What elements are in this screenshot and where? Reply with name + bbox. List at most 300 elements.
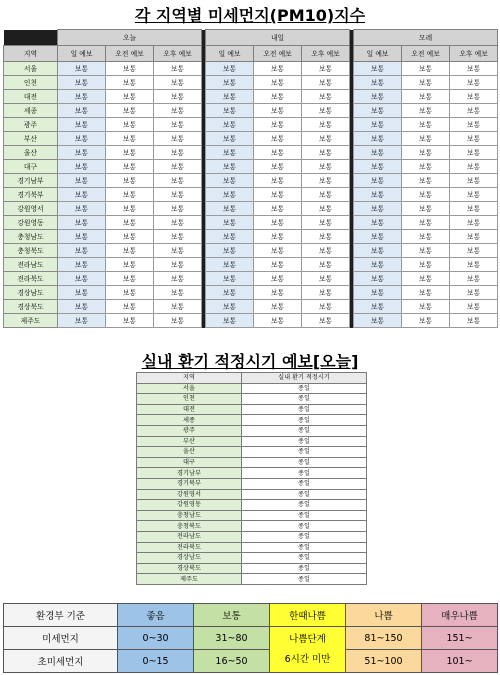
forecast-value: 보통 [402, 244, 450, 258]
forecast-value: 보통 [354, 188, 402, 202]
forecast-value: 보통 [206, 244, 254, 258]
forecast-value: 보통 [106, 258, 154, 272]
forecast-value: 보통 [154, 160, 202, 174]
vent-row [137, 531, 367, 542]
region-row [4, 188, 498, 202]
forecast-value: 보통 [254, 174, 302, 188]
forecast-value: 보통 [354, 132, 402, 146]
occasional-bad-desc [270, 627, 346, 673]
subcol-header: 오후 예보 [154, 46, 202, 62]
forecast-value: 보통 [154, 118, 202, 132]
region-name: 부산 [4, 132, 58, 146]
forecast-value: 보통 [402, 258, 450, 272]
subcol-header: 오전 예보 [254, 46, 302, 62]
forecast-value: 보통 [450, 202, 498, 216]
forecast-value: 보통 [302, 286, 350, 300]
forecast-value: 보통 [302, 104, 350, 118]
vent-region: 경상북도 [137, 563, 242, 574]
forecast-value: 보통 [58, 272, 106, 286]
vent-row [137, 447, 367, 458]
forecast-value: 보통 [106, 244, 154, 258]
forecast-value: 보통 [402, 188, 450, 202]
vent-row [137, 436, 367, 447]
forecast-value: 보통 [154, 174, 202, 188]
ventilation-table [136, 372, 367, 585]
subcol-header: 오후 예보 [302, 46, 350, 62]
subcol-header: 오전 예보 [106, 46, 154, 62]
legend-header-row [4, 604, 498, 627]
vent-time: 종일 [242, 510, 367, 521]
forecast-value: 보통 [450, 216, 498, 230]
region-name: 충청북도 [4, 244, 58, 258]
forecast-value: 보통 [106, 104, 154, 118]
vent-row [137, 383, 367, 394]
vent-region: 경상남도 [137, 553, 242, 564]
region-row [4, 132, 498, 146]
vent-time: 종일 [242, 447, 367, 458]
forecast-value: 보통 [154, 230, 202, 244]
forecast-value: 보통 [302, 62, 350, 76]
vent-region: 대구 [137, 457, 242, 468]
forecast-value: 보통 [206, 174, 254, 188]
forecast-value: 보통 [302, 258, 350, 272]
forecast-value: 보통 [106, 202, 154, 216]
forecast-value: 보통 [154, 132, 202, 146]
forecast-value: 보통 [254, 314, 302, 328]
region-row [4, 230, 498, 244]
forecast-value: 보통 [106, 188, 154, 202]
region-row [4, 216, 498, 230]
forecast-value: 보통 [450, 62, 498, 76]
vent-time: 종일 [242, 436, 367, 447]
forecast-value: 보통 [254, 272, 302, 286]
forecast-value: 보통 [254, 62, 302, 76]
pm25-normal: 16~50 [194, 650, 270, 673]
vent-time: 종일 [242, 500, 367, 511]
region-row [4, 76, 498, 90]
region-row [4, 104, 498, 118]
vent-region: 강원영서 [137, 489, 242, 500]
forecast-value: 보통 [254, 146, 302, 160]
pm10-good: 0~30 [118, 627, 194, 650]
forecast-value: 보통 [354, 90, 402, 104]
forecast-value: 보통 [302, 188, 350, 202]
vent-region: 인천 [137, 394, 242, 405]
forecast-value: 보통 [106, 230, 154, 244]
forecast-value: 보통 [354, 244, 402, 258]
forecast-value: 보통 [302, 300, 350, 314]
forecast-value: 보통 [154, 258, 202, 272]
subcol-header: 오후 예보 [450, 46, 498, 62]
forecast-value: 보통 [58, 258, 106, 272]
forecast-value: 보통 [450, 244, 498, 258]
forecast-value: 보통 [450, 104, 498, 118]
region-name: 서울 [4, 62, 58, 76]
region-name: 경기북부 [4, 188, 58, 202]
forecast-value: 보통 [58, 286, 106, 300]
occasional-line1: 나쁨단계 [289, 633, 326, 645]
forecast-value: 보통 [206, 132, 254, 146]
vent-time: 종일 [242, 425, 367, 436]
forecast-value: 보통 [402, 300, 450, 314]
forecast-value: 보통 [206, 76, 254, 90]
vent-region: 충청남도 [137, 510, 242, 521]
vent-time: 종일 [242, 468, 367, 479]
day-header-today: 오늘 [58, 30, 202, 46]
forecast-value: 보통 [206, 118, 254, 132]
vent-time: 종일 [242, 394, 367, 405]
forecast-value: 보통 [106, 286, 154, 300]
vent-row [137, 542, 367, 553]
forecast-value: 보통 [106, 62, 154, 76]
occasional-line2: 6시간 미만 [284, 653, 331, 665]
forecast-value: 보통 [402, 132, 450, 146]
forecast-value: 보통 [206, 188, 254, 202]
region-name: 경상북도 [4, 300, 58, 314]
vent-time: 종일 [242, 489, 367, 500]
forecast-value: 보통 [450, 314, 498, 328]
region-name: 전라남도 [4, 258, 58, 272]
forecast-value: 보통 [450, 230, 498, 244]
forecast-value: 보통 [58, 76, 106, 90]
forecast-value: 보통 [106, 174, 154, 188]
forecast-value: 보통 [206, 160, 254, 174]
subcol-header-row [4, 46, 498, 62]
forecast-value: 보통 [354, 104, 402, 118]
vent-time: 종일 [242, 542, 367, 553]
forecast-value: 보통 [450, 160, 498, 174]
corner-cell [4, 30, 58, 46]
forecast-value: 보통 [354, 272, 402, 286]
forecast-value: 보통 [450, 118, 498, 132]
forecast-value: 보통 [302, 230, 350, 244]
forecast-value: 보통 [354, 174, 402, 188]
forecast-value: 보통 [302, 118, 350, 132]
vent-time: 종일 [242, 531, 367, 542]
region-name: 강원영동 [4, 216, 58, 230]
forecast-value: 보통 [154, 104, 202, 118]
vent-time: 종일 [242, 521, 367, 532]
pm10-label: 미세먼지 [4, 627, 118, 650]
forecast-value: 보통 [154, 146, 202, 160]
vent-row [137, 574, 367, 585]
forecast-value: 보통 [58, 146, 106, 160]
vent-region: 서울 [137, 383, 242, 394]
level-bad: 나쁨 [346, 604, 422, 627]
forecast-value: 보통 [402, 202, 450, 216]
vent-row [137, 521, 367, 532]
forecast-value: 보통 [58, 104, 106, 118]
forecast-value: 보통 [254, 90, 302, 104]
main-title: 각 지역별 미세먼지(PM10)지수 [134, 6, 366, 25]
vent-region: 울산 [137, 447, 242, 458]
forecast-value: 보통 [354, 230, 402, 244]
region-name: 울산 [4, 146, 58, 160]
forecast-value: 보통 [354, 146, 402, 160]
forecast-value: 보통 [154, 188, 202, 202]
forecast-value: 보통 [450, 258, 498, 272]
forecast-value: 보통 [402, 76, 450, 90]
forecast-value: 보통 [154, 76, 202, 90]
forecast-value: 보통 [58, 230, 106, 244]
vent-row [137, 478, 367, 489]
forecast-value: 보통 [354, 216, 402, 230]
forecast-value: 보통 [450, 272, 498, 286]
vent-header-row [137, 373, 367, 384]
vent-region: 전라남도 [137, 531, 242, 542]
vent-row [137, 563, 367, 574]
forecast-value: 보통 [154, 62, 202, 76]
forecast-value: 보통 [154, 286, 202, 300]
forecast-value: 보통 [254, 286, 302, 300]
forecast-value: 보통 [402, 216, 450, 230]
forecast-value: 보통 [254, 258, 302, 272]
day-header-tomorrow: 내일 [206, 30, 350, 46]
forecast-value: 보통 [154, 90, 202, 104]
forecast-value: 보통 [206, 90, 254, 104]
forecast-value: 보통 [254, 188, 302, 202]
vent-row [137, 489, 367, 500]
vent-region: 강원영동 [137, 500, 242, 511]
vent-region-header: 지역 [137, 373, 242, 384]
region-name: 인천 [4, 76, 58, 90]
region-name: 전라북도 [4, 272, 58, 286]
forecast-value: 보통 [206, 104, 254, 118]
forecast-value: 보통 [302, 132, 350, 146]
forecast-value: 보통 [206, 146, 254, 160]
region-row [4, 244, 498, 258]
forecast-value: 보통 [58, 90, 106, 104]
forecast-value: 보통 [402, 314, 450, 328]
criteria-legend [3, 603, 498, 673]
level-very-bad: 매우나쁨 [422, 604, 498, 627]
forecast-value: 보통 [302, 90, 350, 104]
vent-title: 실내 환기 적정시기 예보[오늘] [141, 352, 359, 371]
day-header-day-after: 모레 [354, 30, 498, 46]
vent-region: 제주도 [137, 574, 242, 585]
forecast-value: 보통 [254, 300, 302, 314]
forecast-value: 보통 [106, 76, 154, 90]
forecast-value: 보통 [106, 216, 154, 230]
region-name: 광주 [4, 118, 58, 132]
day-header-row [4, 30, 498, 46]
region-row [4, 174, 498, 188]
forecast-value: 보통 [58, 202, 106, 216]
forecast-value: 보통 [58, 314, 106, 328]
forecast-value: 보통 [58, 244, 106, 258]
forecast-value: 보통 [450, 76, 498, 90]
forecast-value: 보통 [106, 118, 154, 132]
pm10-very-bad: 151~ [422, 627, 498, 650]
criterion-label: 환경부 기준 [4, 604, 118, 627]
forecast-value: 보통 [302, 160, 350, 174]
vent-time: 종일 [242, 404, 367, 415]
forecast-value: 보통 [254, 132, 302, 146]
forecast-value: 보통 [450, 90, 498, 104]
forecast-value: 보통 [206, 272, 254, 286]
forecast-value: 보통 [58, 62, 106, 76]
forecast-value: 보통 [402, 62, 450, 76]
forecast-value: 보통 [302, 146, 350, 160]
vent-time: 종일 [242, 574, 367, 585]
region-name: 세종 [4, 104, 58, 118]
region-name: 경기남부 [4, 174, 58, 188]
forecast-value: 보통 [106, 160, 154, 174]
vent-row [137, 394, 367, 405]
forecast-value: 보통 [106, 314, 154, 328]
forecast-value: 보통 [402, 118, 450, 132]
subcol-header: 일 예보 [58, 46, 106, 62]
region-name: 강원영서 [4, 202, 58, 216]
region-row [4, 202, 498, 216]
forecast-value: 보통 [450, 300, 498, 314]
region-row [4, 160, 498, 174]
pm10-bad: 81~150 [346, 627, 422, 650]
region-row [4, 272, 498, 286]
forecast-value: 보통 [354, 202, 402, 216]
forecast-value: 보통 [106, 132, 154, 146]
forecast-value: 보통 [254, 244, 302, 258]
forecast-value: 보통 [402, 146, 450, 160]
vent-time: 종일 [242, 478, 367, 489]
forecast-value: 보통 [106, 272, 154, 286]
vent-time: 종일 [242, 563, 367, 574]
pm25-label: 초미세먼지 [4, 650, 118, 673]
forecast-value: 보통 [254, 118, 302, 132]
forecast-value: 보통 [450, 146, 498, 160]
forecast-value: 보통 [154, 244, 202, 258]
forecast-value: 보통 [450, 286, 498, 300]
forecast-value: 보통 [58, 174, 106, 188]
forecast-value: 보통 [354, 76, 402, 90]
forecast-value: 보통 [206, 62, 254, 76]
region-name: 대구 [4, 160, 58, 174]
forecast-value: 보통 [450, 188, 498, 202]
forecast-value: 보통 [354, 258, 402, 272]
vent-region: 광주 [137, 425, 242, 436]
forecast-value: 보통 [402, 230, 450, 244]
vent-row [137, 404, 367, 415]
forecast-value: 보통 [254, 76, 302, 90]
forecast-value: 보통 [154, 202, 202, 216]
forecast-value: 보통 [302, 244, 350, 258]
forecast-value: 보통 [58, 132, 106, 146]
forecast-value: 보통 [402, 160, 450, 174]
pm10-forecast-table [3, 29, 498, 328]
vent-region: 경기북부 [137, 478, 242, 489]
region-name: 충청남도 [4, 230, 58, 244]
forecast-value: 보통 [402, 286, 450, 300]
forecast-value: 보통 [402, 90, 450, 104]
vent-row [137, 510, 367, 521]
forecast-value: 보통 [206, 258, 254, 272]
vent-region: 대전 [137, 404, 242, 415]
region-row [4, 90, 498, 104]
forecast-value: 보통 [254, 202, 302, 216]
forecast-value: 보통 [402, 104, 450, 118]
subcol-header: 일 예보 [206, 46, 254, 62]
vent-row [137, 500, 367, 511]
region-row [4, 146, 498, 160]
vent-time: 종일 [242, 415, 367, 426]
forecast-value: 보통 [354, 160, 402, 174]
level-good: 좋음 [118, 604, 194, 627]
pm25-bad: 51~100 [346, 650, 422, 673]
forecast-value: 보통 [450, 174, 498, 188]
forecast-value: 보통 [58, 216, 106, 230]
vent-region: 경기남부 [137, 468, 242, 479]
pm25-very-bad: 101~ [422, 650, 498, 673]
forecast-value: 보통 [154, 272, 202, 286]
forecast-value: 보통 [254, 104, 302, 118]
legend-pm25-row [4, 650, 498, 673]
region-row [4, 258, 498, 272]
vent-row [137, 553, 367, 564]
forecast-value: 보통 [402, 174, 450, 188]
vent-row [137, 415, 367, 426]
region-header: 지역 [4, 46, 58, 62]
forecast-value: 보통 [354, 118, 402, 132]
vent-row [137, 468, 367, 479]
forecast-value: 보통 [206, 314, 254, 328]
vent-time: 종일 [242, 457, 367, 468]
forecast-value: 보통 [206, 230, 254, 244]
region-name: 제주도 [4, 314, 58, 328]
forecast-value: 보통 [254, 216, 302, 230]
subcol-header: 일 예보 [354, 46, 402, 62]
forecast-value: 보통 [206, 286, 254, 300]
vent-region: 충청북도 [137, 521, 242, 532]
vent-row [137, 425, 367, 436]
region-row [4, 62, 498, 76]
level-occasional-bad: 한때나쁨 [270, 604, 346, 627]
pm10-normal: 31~80 [194, 627, 270, 650]
forecast-value: 보통 [354, 62, 402, 76]
region-name: 경상남도 [4, 286, 58, 300]
forecast-value: 보통 [154, 314, 202, 328]
legend-pm10-row [4, 627, 498, 650]
vent-time: 종일 [242, 553, 367, 564]
forecast-value: 보통 [354, 314, 402, 328]
vent-region: 전라북도 [137, 542, 242, 553]
region-row [4, 118, 498, 132]
forecast-value: 보통 [206, 216, 254, 230]
forecast-value: 보통 [302, 76, 350, 90]
forecast-value: 보통 [154, 216, 202, 230]
vent-region: 세종 [137, 415, 242, 426]
region-name: 대전 [4, 90, 58, 104]
region-row [4, 314, 498, 328]
forecast-value: 보통 [354, 286, 402, 300]
subcol-header: 오전 예보 [402, 46, 450, 62]
vent-region: 부산 [137, 436, 242, 447]
forecast-value: 보통 [254, 160, 302, 174]
forecast-value: 보통 [106, 146, 154, 160]
level-normal: 보통 [194, 604, 270, 627]
forecast-value: 보통 [58, 188, 106, 202]
forecast-value: 보통 [206, 300, 254, 314]
forecast-value: 보통 [450, 132, 498, 146]
region-row [4, 286, 498, 300]
forecast-value: 보통 [302, 202, 350, 216]
forecast-value: 보통 [106, 90, 154, 104]
forecast-value: 보통 [302, 272, 350, 286]
forecast-value: 보통 [106, 300, 154, 314]
region-row [4, 300, 498, 314]
pm25-good: 0~15 [118, 650, 194, 673]
forecast-value: 보통 [58, 118, 106, 132]
vent-time-header: 실내 환기 적정시기 [242, 373, 367, 384]
